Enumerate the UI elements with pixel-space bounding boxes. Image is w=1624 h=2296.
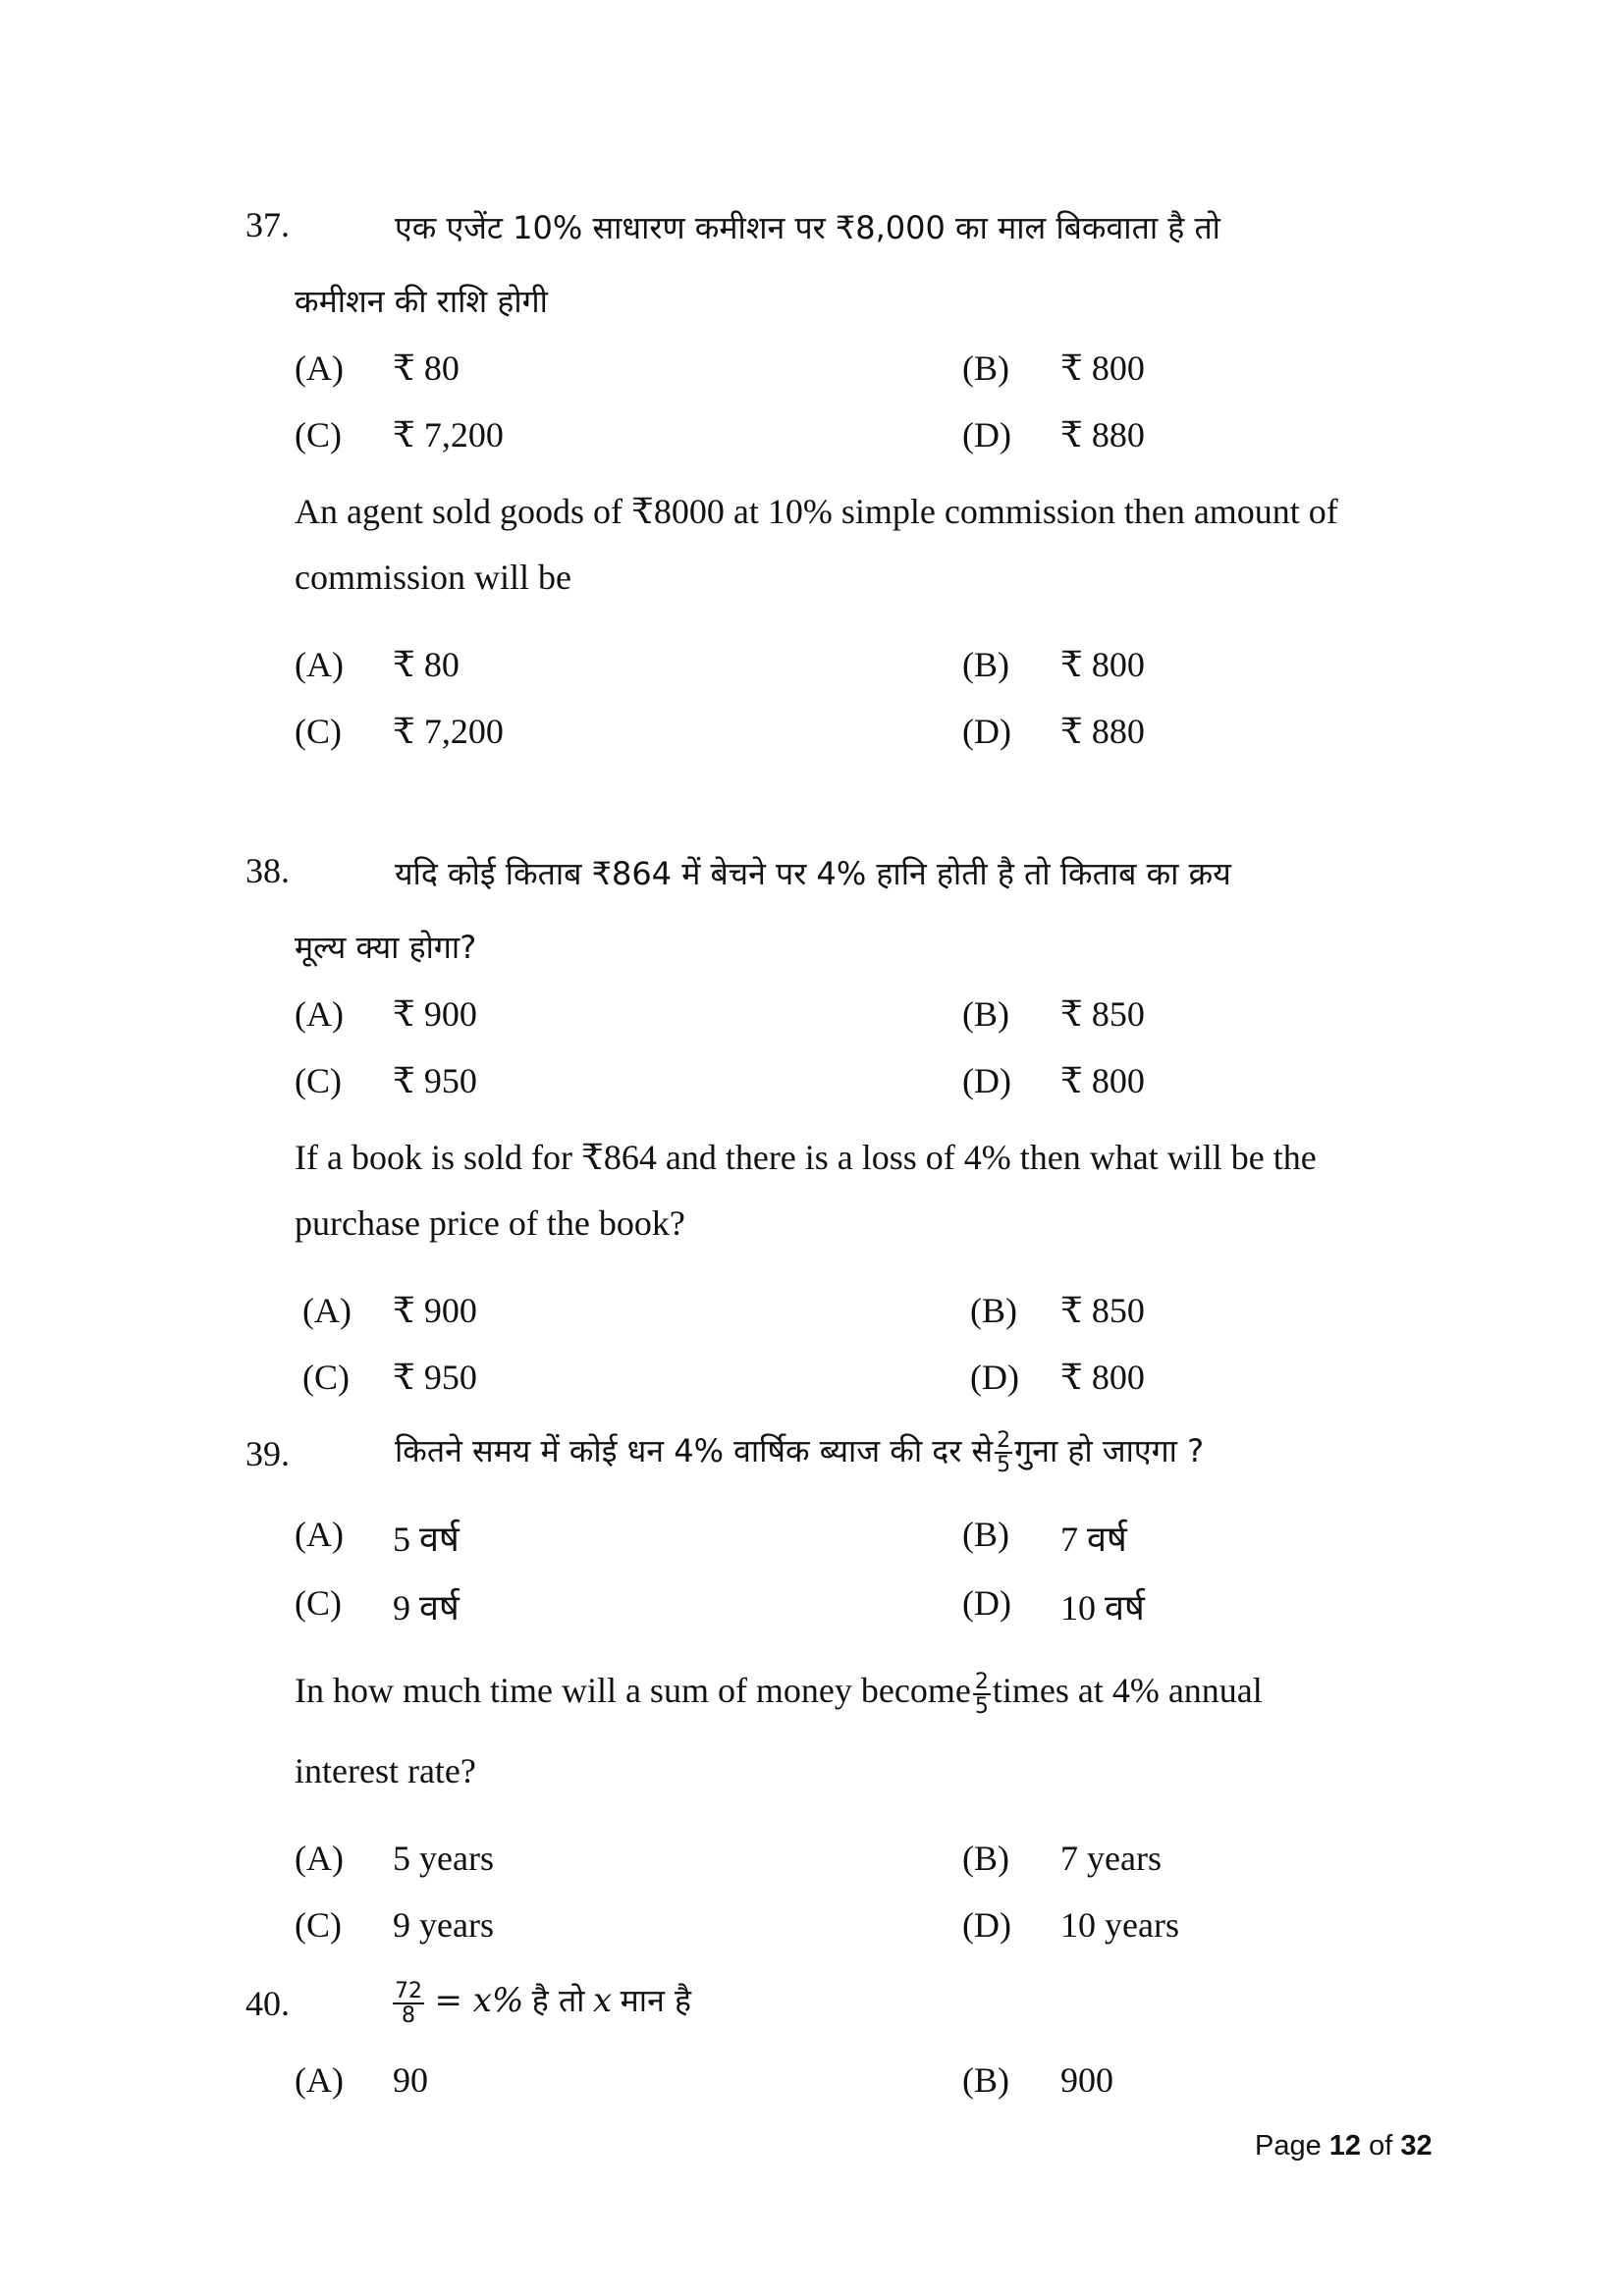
option-label: (B) (962, 2060, 1009, 2100)
option-label: (A) (295, 348, 344, 388)
option-value: ₹ 7,200 (393, 415, 504, 454)
option-value: ₹ 880 (1060, 415, 1145, 454)
option-value: 7 years (1060, 1839, 1162, 1878)
question-hindi-line2: कमीशन की राशि होगी (295, 283, 548, 320)
option-value: ₹ 80 (393, 348, 460, 388)
option-value: ₹ 950 (393, 1061, 477, 1100)
hindi-text-end: मान है (620, 1982, 692, 2019)
option-label: (B) (962, 645, 1009, 684)
option-value: 9 years (393, 1905, 494, 1945)
question-hindi-line2: मूल्य क्या होगा? (295, 929, 477, 966)
question-hindi-line1: एक एजेंट 10% साधारण कमीशन पर ₹8,000 का माल बिकवाता है तो (395, 209, 1220, 246)
question-hindi-line1: यदि कोई किताब ₹864 में बेचने पर 4% हानि होती है तो किताब का क्रय (395, 855, 1231, 892)
option-value: ₹ 880 (1060, 712, 1145, 751)
option-label: (C) (295, 1905, 342, 1945)
option-value: ₹ 800 (1060, 645, 1145, 684)
total-pages-number: 32 (1400, 2130, 1433, 2162)
option-value: 90 (393, 2060, 428, 2100)
fraction-two-fifths: $\frac{2}{5}$ (974, 1669, 989, 1719)
question-english-line2: purchase price of the book? (295, 1203, 685, 1243)
option-label: (B) (962, 1839, 1009, 1878)
option-value: ₹ 900 (393, 1291, 477, 1330)
option-value: ₹ 7,200 (393, 712, 504, 751)
option-value: 900 (1060, 2060, 1113, 2100)
option-value: 5 वर्ष (393, 1520, 460, 1559)
option-label: (B) (962, 348, 1009, 388)
page-word: Page (1255, 2130, 1322, 2162)
question-number: 40. (245, 1984, 290, 2023)
option-label: (A) (295, 2060, 344, 2100)
option-value: 10 years (1060, 1905, 1179, 1945)
question-number: 39. (245, 1434, 290, 1473)
question-hindi-line1 (395, 1423, 1204, 1478)
question-english-line1 (295, 1663, 1263, 1718)
english-text-after: times at 4% annual (992, 1671, 1263, 1710)
option-label: (A) (295, 1839, 344, 1878)
equation-expression: = x% (434, 1981, 524, 2020)
option-value: ₹ 80 (393, 645, 460, 684)
option-value: ₹ 800 (1060, 348, 1145, 388)
option-label: (B) (962, 1515, 1009, 1554)
page-footer (1255, 2130, 1433, 2163)
option-label: (A) (295, 1515, 344, 1554)
option-value: ₹ 800 (1060, 1061, 1145, 1100)
question-number: 38. (245, 851, 290, 890)
option-label: (C) (295, 712, 342, 751)
equation-variable: x (592, 1981, 613, 2020)
fraction-two-fifths: $\frac{2}{5}$ (997, 1427, 1011, 1477)
hindi-text-after: गुना हो जाएगा ? (1014, 1432, 1205, 1469)
current-page-number: 12 (1328, 2130, 1362, 2162)
option-value: 10 वर्ष (1060, 1588, 1145, 1628)
question-number: 37. (245, 205, 290, 244)
option-label: (C) (295, 1583, 342, 1623)
option-value: 7 वर्ष (1060, 1520, 1127, 1559)
option-label: (C) (302, 1358, 350, 1397)
option-value: ₹ 850 (1060, 1291, 1145, 1330)
question-english-line2: interest rate? (295, 1751, 476, 1790)
question-english-line1: An agent sold goods of ₹8000 at 10% simple commission then amount of (295, 492, 1338, 531)
fraction-72-over-8: $\frac{72}{8}$ (395, 1979, 422, 2029)
option-label: (B) (962, 994, 1009, 1034)
option-label: (A) (295, 994, 344, 1034)
option-value: ₹ 900 (393, 994, 477, 1034)
question-english-line1: If a book is sold for ₹864 and there is a loss of 4% then what will be the (295, 1138, 1317, 1177)
option-label: (A) (295, 645, 344, 684)
option-label: (C) (295, 415, 342, 454)
option-value: ₹ 850 (1060, 994, 1145, 1034)
option-label: (D) (970, 1358, 1019, 1397)
option-label: (D) (962, 712, 1011, 751)
hindi-text-mid: है तो (531, 1982, 585, 2019)
question-equation-line (391, 1971, 691, 2031)
option-label: (A) (302, 1291, 352, 1330)
option-value: ₹ 950 (393, 1358, 477, 1397)
option-label: (D) (962, 1061, 1011, 1100)
option-label: (D) (962, 415, 1011, 454)
hindi-text-before: कितने समय में कोई धन 4% वार्षिक ब्याज की दर से (395, 1432, 994, 1469)
option-label: (D) (962, 1905, 1011, 1945)
of-word: of (1369, 2130, 1393, 2162)
option-label: (D) (962, 1583, 1011, 1623)
question-english-line2: commission will be (295, 558, 571, 597)
english-text-before: In how much time will a sum of money become (295, 1671, 971, 1710)
option-value: ₹ 800 (1060, 1358, 1145, 1397)
option-value: 9 वर्ष (393, 1588, 460, 1628)
option-label: (B) (970, 1291, 1017, 1330)
option-label: (C) (295, 1061, 342, 1100)
option-value: 5 years (393, 1839, 494, 1878)
